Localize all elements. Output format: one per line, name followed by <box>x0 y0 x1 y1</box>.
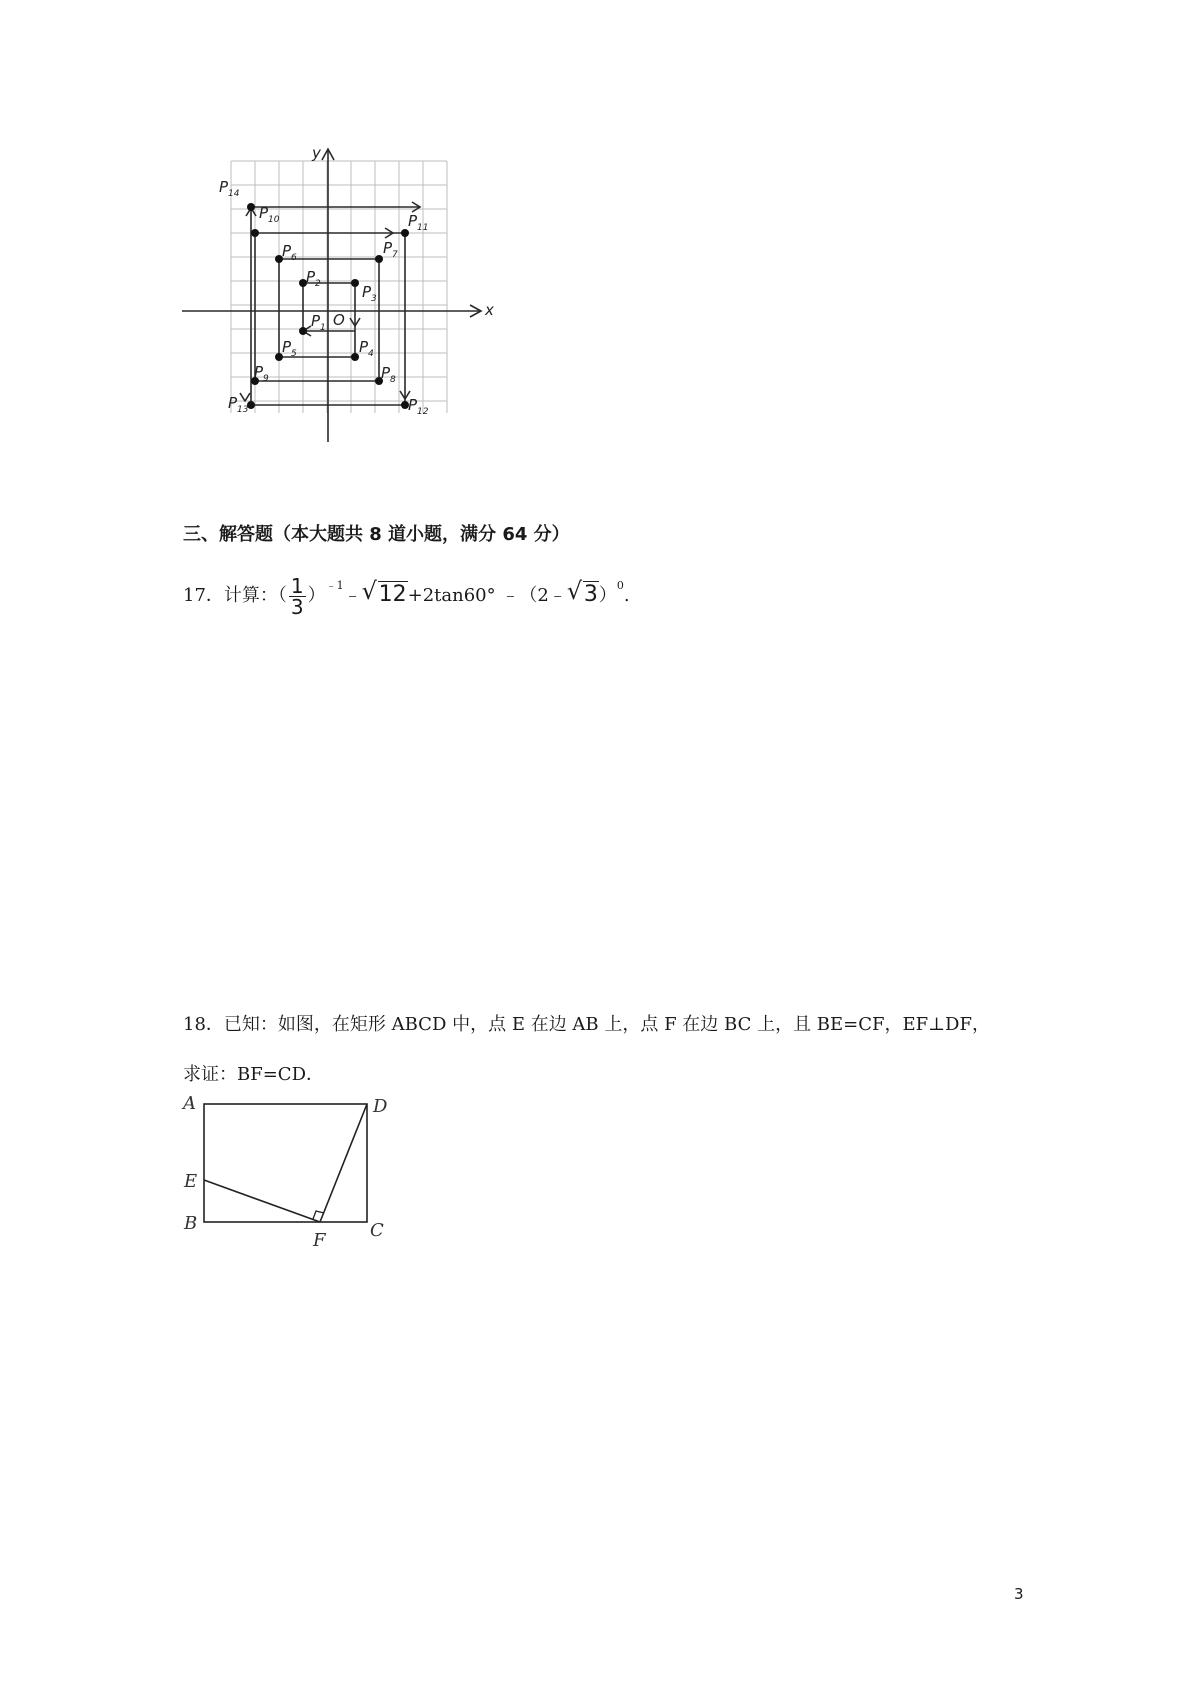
q17-radicand-1: 12 <box>378 582 407 607</box>
label-b: B <box>184 1213 198 1234</box>
origin-label: O <box>333 311 345 329</box>
q17-prefix: 17．计算：（ <box>183 585 287 606</box>
y-axis-label: y <box>312 144 321 162</box>
segment-ef <box>204 1180 320 1222</box>
q17-radicand-2: 3 <box>583 582 598 607</box>
point-label-p10: $P_{10}$ <box>259 204 280 225</box>
section-heading: 三、解答题（本大题共 8 道小题，满分 64 分） <box>183 524 570 545</box>
point-label-p12: $P_{12}$ <box>408 396 429 417</box>
rectangle-figure <box>170 1085 400 1255</box>
q17-fraction-numerator: 1 <box>290 573 304 598</box>
page-number: 3 <box>1014 1585 1024 1603</box>
point-label-p6: $P_6$ <box>282 242 297 263</box>
label-a: A <box>183 1093 196 1114</box>
question-17 <box>183 566 630 617</box>
point-label-p3: $P_3$ <box>362 283 377 304</box>
q17-close-paren-2: ） <box>598 585 617 606</box>
point-label-p8: $P_8$ <box>381 364 396 385</box>
sqrt-icon: √ <box>361 577 377 605</box>
point-label-p11: $P_{11}$ <box>408 212 429 233</box>
label-e: E <box>184 1171 198 1192</box>
point-label-p4: $P_4$ <box>359 338 374 359</box>
q17-fraction-denominator: 3 <box>290 594 304 619</box>
q17-fraction <box>289 573 306 619</box>
point-label-p1: $P_1$ <box>311 312 326 333</box>
q17-radical-12 <box>362 575 408 615</box>
question-18-line-1: 18．已知：如图，在矩形 ABCD 中，点 E 在边 AB 上，点 F 在边 BC 上，且 BE=CF，EF⊥DF， <box>183 1014 990 1035</box>
point-label-p5: $P_5$ <box>282 338 297 359</box>
point-label-p14: $P_{14}$ <box>219 178 240 199</box>
direction-arrows <box>240 202 420 401</box>
rectangle-abcd <box>204 1104 367 1222</box>
label-d: D <box>373 1096 388 1117</box>
q17-exponent-2: 0 <box>616 579 624 592</box>
q17-radical-3 <box>567 575 599 615</box>
q17-close-paren-1: ） <box>307 585 326 606</box>
q17-minus: ﹣ <box>343 585 362 606</box>
label-c: C <box>370 1220 384 1241</box>
spiral-coordinate-figure <box>170 140 510 450</box>
label-f: F <box>313 1230 326 1251</box>
x-axis-label: x <box>485 301 494 319</box>
point-label-p7: $P_7$ <box>383 239 398 260</box>
q17-suffix: . <box>623 585 630 606</box>
point-label-p13: $P_{13}$ <box>228 394 249 415</box>
q17-exponent-1: ﹣1 <box>325 579 344 592</box>
sqrt-icon: √ <box>566 577 583 605</box>
q17-middle-text: +2tan60° ﹣（2﹣ <box>407 585 567 606</box>
question-18-line-2: 求证：BF=CD． <box>183 1064 325 1085</box>
point-label-p9: $P_9$ <box>254 363 269 384</box>
segment-fd <box>320 1104 367 1222</box>
point-label-p2: $P_2$ <box>306 268 321 289</box>
